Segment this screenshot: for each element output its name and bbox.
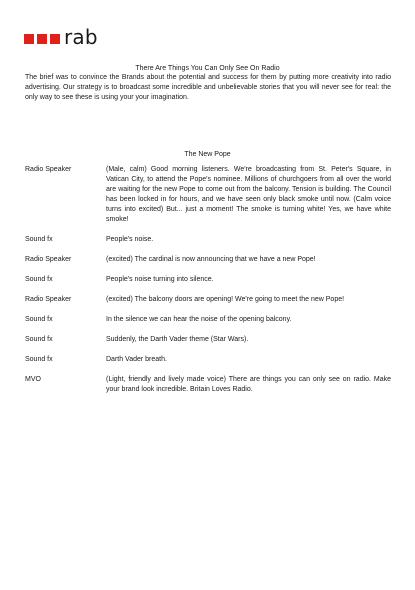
script-line: (Light, friendly and lively made voice) There are things you can only see on radio. Make your brand look incredible. Britain Loves Radio. <box>106 376 391 393</box>
script-row <box>25 355 391 375</box>
script-line: Darth Vader breath. <box>106 356 167 363</box>
speaker-label: Radio Speaker <box>25 256 72 263</box>
script-line: (excited) The cardinal is now announcing that we have a new Pope! <box>106 256 316 263</box>
script-row <box>25 165 391 235</box>
script-title: The New Pope <box>184 151 231 158</box>
logo-square-icon <box>24 34 34 44</box>
brief-paragraph: The brief was to convince the Brands about the potential and success for them by putting more creativity into radio advertising. Our strategy is to broadcast some incredible and unbelievable stories that you will never see for real: the only way to see these is using your your imagination. <box>25 74 391 101</box>
script-row <box>25 255 391 275</box>
script-table <box>25 165 391 405</box>
speaker-label: Sound fx <box>25 356 53 363</box>
script-line: (excited) The balcony doors are opening! We're going to meet the new Pope! <box>106 296 345 303</box>
script-row <box>25 235 391 255</box>
rab-logo <box>24 27 98 47</box>
speaker-label: Sound fx <box>25 276 53 283</box>
script-line: Suddenly, the Darth Vader theme (Star Wars). <box>106 336 249 343</box>
document-title: There Are Things You Can Only See On Radio <box>135 65 280 72</box>
speaker-label: Sound fx <box>25 336 53 343</box>
speaker-label: MVO <box>25 376 41 383</box>
script-row <box>25 375 391 405</box>
script-line: In the silence we can hear the noise of the opening balcony. <box>106 316 292 323</box>
script-row <box>25 295 391 315</box>
script-row <box>25 315 391 335</box>
script-row <box>25 275 391 295</box>
speaker-label: Radio Speaker <box>25 166 72 173</box>
logo-square-icon <box>50 34 60 44</box>
script-line: People's noise. <box>106 236 154 243</box>
script-line: (Male, calm) Good morning listeners. We're broadcasting from St. Peter's Square, in Vatican City, to attend the Pope's nominee. Millions of churchgoers from all over the world are waiting for the new Pope to come out from the balcony. Tension is building. The Council has been locked in for hours, and we have seen only black smoke until now. (Calm voice turns into excited) But... just a moment! The smoke is turning white! Yes, we have white smoke! <box>106 166 391 223</box>
script-row <box>25 335 391 355</box>
script-line: People's noise turning into silence. <box>106 276 214 283</box>
logo-square-icon <box>37 34 47 44</box>
speaker-label: Radio Speaker <box>25 296 72 303</box>
logo-text: rab <box>64 25 98 49</box>
speaker-label: Sound fx <box>25 316 53 323</box>
speaker-label: Sound fx <box>25 236 53 243</box>
